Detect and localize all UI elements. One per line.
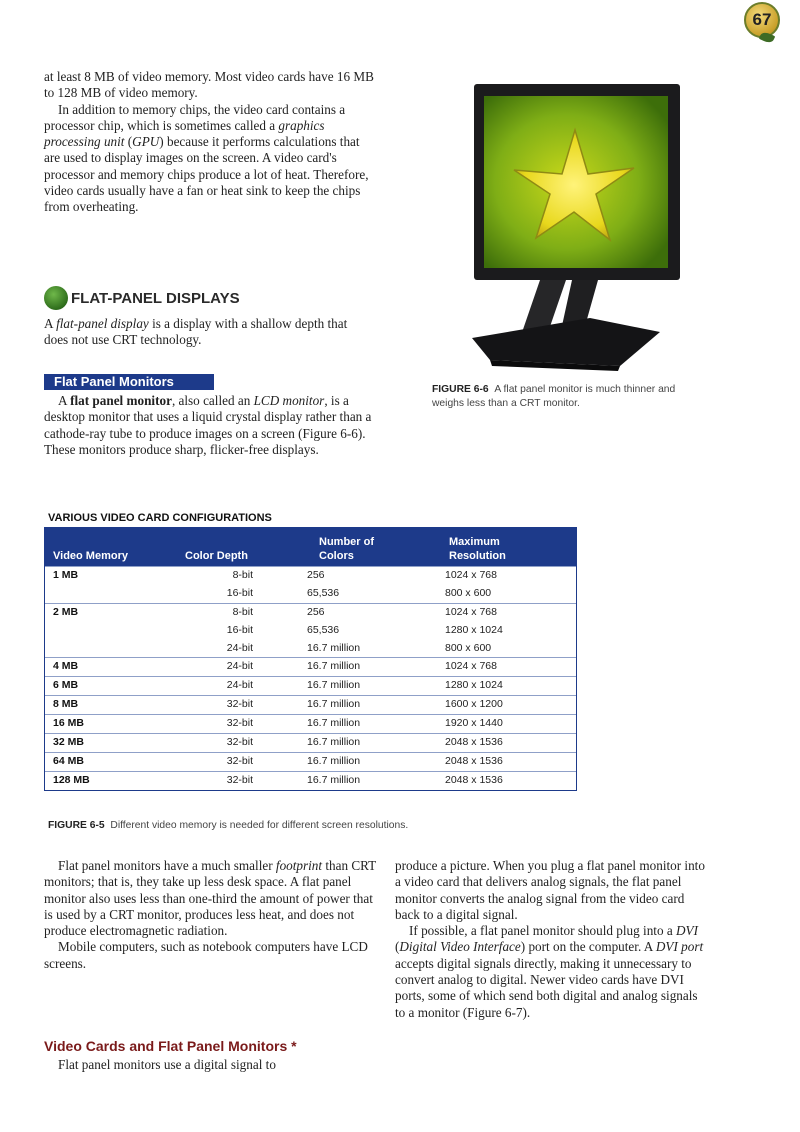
right-column-text	[395, 858, 710, 1021]
cell-video-memory: 6 MB	[53, 679, 79, 692]
intro-paragraph-1: at least 8 MB of video memory. Most video cards have 16 MB to 128 MB of video memory.	[44, 69, 374, 101]
cell-resolution: 2048 x 1536	[445, 736, 503, 749]
cell-colors: 16.7 million	[307, 641, 361, 654]
cell-color-depth: 8-bit	[232, 605, 253, 618]
cell-color-depth: 24-bit	[226, 679, 253, 692]
cell-video-memory: 128 MB	[53, 773, 90, 786]
cell-colors: 16.7 million	[307, 698, 361, 711]
cell-colors: 16.7 million	[307, 754, 361, 767]
table-body	[45, 566, 576, 790]
cell-resolution: 1024 x 768	[445, 605, 497, 618]
cell-resolution: 2048 x 1536	[445, 773, 503, 786]
cell-colors: 65,536	[307, 586, 340, 599]
table-row	[45, 640, 576, 658]
cell-color-depth: 24-bit	[226, 641, 253, 654]
left-column-text	[44, 858, 379, 972]
figure-6-6-caption: FIGURE 6-6 A flat panel monitor is much thinner and weighs less than a CRT monitor.	[432, 384, 676, 409]
cell-video-memory: 2 MB	[53, 605, 79, 618]
section-heading-text: FLAT-PANEL DISPLAYS	[71, 289, 240, 307]
cell-resolution: 2048 x 1536	[445, 754, 503, 767]
subheading-paragraph: Flat panel monitors use a digital signal to	[58, 1057, 276, 1072]
header-resolution-line2: Resolution	[449, 550, 506, 562]
cell-resolution: 1024 x 768	[445, 569, 497, 581]
cell-colors: 16.7 million	[307, 736, 361, 749]
cell-video-memory: 32 MB	[53, 736, 84, 749]
table-row	[45, 585, 576, 603]
table-row	[45, 733, 576, 752]
table-row	[45, 714, 576, 733]
cell-resolution: 1600 x 1200	[445, 698, 503, 711]
cell-color-depth: 8-bit	[232, 569, 253, 581]
cell-color-depth: 32-bit	[226, 717, 253, 730]
table-row	[45, 695, 576, 714]
cell-video-memory: 64 MB	[53, 754, 84, 767]
cell-colors: 16.7 million	[307, 679, 361, 692]
cell-resolution: 1024 x 768	[445, 660, 497, 673]
cell-colors: 65,536	[307, 623, 340, 636]
cell-resolution: 1920 x 1440	[445, 717, 503, 730]
cell-video-memory: 8 MB	[53, 698, 79, 711]
table-row	[45, 771, 576, 790]
cell-colors: 16.7 million	[307, 773, 361, 786]
cell-color-depth: 32-bit	[226, 773, 253, 786]
section-heading	[44, 286, 240, 310]
table-title: VARIOUS VIDEO CARD CONFIGURATIONS	[48, 512, 272, 524]
video-card-table	[44, 527, 577, 791]
cell-colors: 16.7 million	[307, 717, 361, 730]
cell-resolution: 1280 x 1024	[445, 679, 503, 692]
cell-video-memory: 1 MB	[53, 569, 79, 581]
table-row	[45, 657, 576, 676]
cell-video-memory: 4 MB	[53, 660, 79, 673]
cell-colors: 256	[307, 569, 325, 581]
cell-color-depth: 32-bit	[226, 698, 253, 711]
flat-panel-monitor-image	[470, 82, 686, 372]
flat-panel-paragraph: A flat panel monitor, also called an LCD monitor, is a desktop monitor that uses a liquid crystal display rather than a cathode-ray tube to produce images on a screen (Figure 6-6). These monitors produce sharp, flicker-free displays.	[44, 393, 372, 457]
figure-6-5-caption: FIGURE 6-5 Different video memory is needed for different screen resolutions.	[48, 820, 409, 831]
cell-color-depth: 16-bit	[226, 586, 253, 599]
left-paragraph-1: Flat panel monitors have a much smaller footprint than CRT monitors; that is, they take up less desk space. A flat panel monitor also uses less than one-third the amount of power that is used by a CRT monitor, produces less heat, and does not produce electromagnetic radiation.	[44, 858, 376, 939]
cell-colors: 256	[307, 605, 325, 618]
table-row	[45, 752, 576, 771]
cell-color-depth: 24-bit	[226, 660, 253, 673]
cell-resolution: 800 x 600	[445, 586, 492, 599]
left-paragraph-2: Mobile computers, such as notebook computers have LCD screens.	[44, 939, 368, 971]
definition-paragraph: A flat-panel display is a display with a shallow depth that does not use CRT technology.	[44, 316, 348, 348]
intro-text	[44, 69, 374, 216]
cell-color-depth: 16-bit	[226, 623, 253, 636]
table-row	[45, 603, 576, 622]
table-row	[45, 676, 576, 695]
intro-paragraph-2: In addition to memory chips, the video card contains a processor chip, which is sometimes called a graphics processing unit (GPU) because it performs calculations that are used to display images on the screen. A video card's processor and memory chips produce a lot of heat. Therefore, video cards usually have a fan or heat sink to keep the chips from overheating.	[44, 101, 369, 215]
header-colors-line1: Number of	[319, 536, 374, 548]
table-header	[45, 528, 576, 566]
cell-video-memory: 16 MB	[53, 717, 84, 730]
cell-color-depth: 32-bit	[226, 754, 253, 767]
header-resolution-line1: Maximum	[449, 536, 500, 548]
cell-color-depth: 32-bit	[226, 736, 253, 749]
right-paragraph-2: If possible, a flat panel monitor should plug into a DVI (Digital Video Interface) port on the computer. A DVI port accepts digital signals directly, making it unnecessary to convert analog to digital. Newer video cards have DVI ports, some of which send both digital and analog signals to a monitor (Figure 6-7).	[395, 923, 704, 1020]
header-colors-line2: Colors	[319, 550, 354, 562]
cell-colors: 16.7 million	[307, 660, 361, 673]
header-color-depth: Color Depth	[185, 550, 248, 562]
cell-resolution: 800 x 600	[445, 641, 492, 654]
header-video-memory: Video Memory	[53, 550, 128, 562]
cell-resolution: 1280 x 1024	[445, 623, 503, 636]
globe-icon	[44, 286, 68, 310]
right-paragraph-1: produce a picture. When you plug a flat panel monitor into a video card that delivers analog signals, the flat panel monitor converts the analog signal from the video card back to a digital signal.	[395, 858, 705, 922]
term-box: Flat Panel Monitors	[44, 374, 214, 390]
page-number: 67	[752, 10, 772, 29]
subheading: Video Cards and Flat Panel Monitors *	[44, 1038, 297, 1054]
table-row	[45, 622, 576, 640]
table-row	[45, 566, 576, 585]
